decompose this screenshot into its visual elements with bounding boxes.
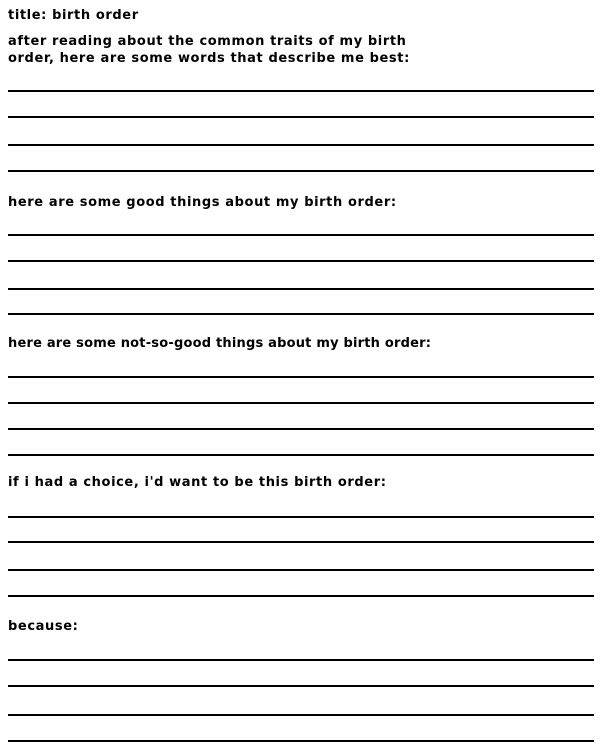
section-2-answer-line-1[interactable] [8,234,594,236]
section-1-answer-line-1[interactable] [8,90,594,92]
section-5-answer-line-1[interactable] [8,659,594,661]
section-4-answer-line-4[interactable] [8,595,594,597]
section-1-prompt-line-1: after reading about the common traits of my birth [8,34,407,49]
section-2-prompt: here are some good things about my birth order: [8,195,397,210]
section-5-prompt: because: [8,619,79,634]
page-title: title: birth order [8,8,139,23]
section-1-answer-line-4[interactable] [8,170,594,172]
section-3-answer-line-4[interactable] [8,454,594,456]
section-1-answer-line-2[interactable] [8,116,594,118]
section-5-answer-line-2[interactable] [8,685,594,687]
section-3-answer-line-2[interactable] [8,402,594,404]
section-3-answer-line-3[interactable] [8,428,594,430]
section-5-answer-line-3[interactable] [8,714,594,716]
section-2-answer-line-2[interactable] [8,260,594,262]
section-5-answer-line-4[interactable] [8,740,594,742]
section-4-prompt: if i had a choice, i'd want to be this birth order: [8,475,387,490]
section-4-answer-line-3[interactable] [8,569,594,571]
section-1-prompt-line-2: order, here are some words that describe me best: [8,51,410,66]
section-3-answer-line-1[interactable] [8,376,594,378]
section-3-prompt: here are some not-so-good things about my birth order: [8,336,432,351]
section-2-answer-line-3[interactable] [8,288,594,290]
section-1-answer-line-3[interactable] [8,144,594,146]
section-4-answer-line-1[interactable] [8,516,594,518]
section-2-answer-line-4[interactable] [8,313,594,315]
section-4-answer-line-2[interactable] [8,541,594,543]
